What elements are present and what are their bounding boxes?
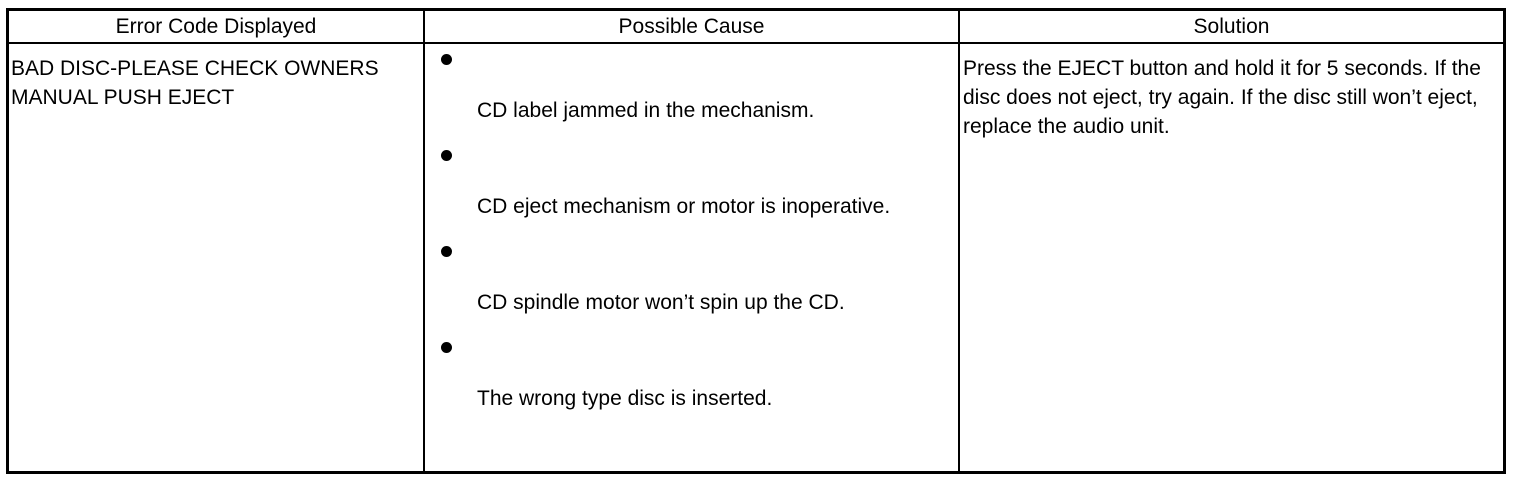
troubleshooting-table-frame <box>6 8 1506 474</box>
table-header-row <box>9 11 1503 43</box>
cause-text: The wrong type disc is inserted. <box>477 387 773 410</box>
bullet-icon <box>441 342 452 353</box>
bullet-icon <box>441 246 452 257</box>
cause-item-2 <box>425 146 958 222</box>
cause-item-3 <box>425 242 958 318</box>
cause-text: CD eject mechanism or motor is inoperative. <box>477 195 891 218</box>
table-row <box>9 43 1503 472</box>
cause-item-4 <box>425 338 958 414</box>
troubleshooting-table <box>9 11 1503 472</box>
bullet-icon <box>441 150 452 161</box>
cause-text: CD spindle motor won’t spin up the CD. <box>477 291 845 314</box>
solution-text: Press the EJECT button and hold it for 5 seconds. If the disc does not eject, try again. If the disc still won’t eject, replace the audio unit. <box>963 57 1481 138</box>
error-code-cell <box>9 43 424 472</box>
cause-item-1 <box>425 50 958 126</box>
header-error-code: Error Code Displayed <box>9 11 424 43</box>
header-solution: Solution <box>959 11 1503 43</box>
cause-list <box>425 44 958 414</box>
solution-cell <box>959 43 1503 472</box>
bullet-icon <box>441 54 452 65</box>
cause-text: CD label jammed in the mechanism. <box>477 99 815 122</box>
error-code-text: BAD DISC-PLEASE CHECK OWNERS MANUAL PUSH EJECT <box>11 57 379 109</box>
possible-cause-cell <box>424 43 959 472</box>
header-possible-cause: Possible Cause <box>424 11 959 43</box>
